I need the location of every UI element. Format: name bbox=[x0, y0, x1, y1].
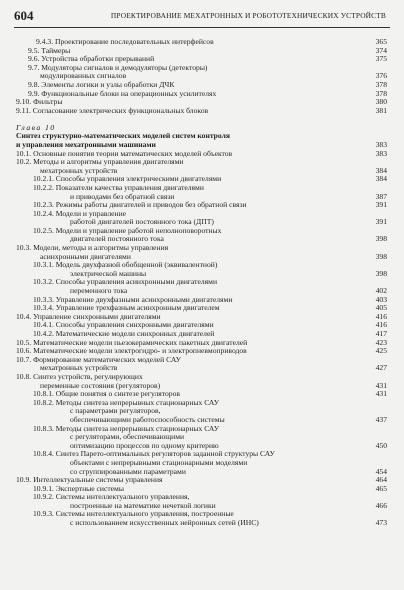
toc-entry bbox=[16, 261, 387, 270]
toc-entry-title: 10.1. Основные понятия теории математических моделей объектов bbox=[16, 149, 233, 158]
toc-entry-title: 10.3.1. Модель двухфазной обобщенной (эквивалентной) bbox=[33, 261, 218, 270]
toc-entry-page: 375 bbox=[375, 54, 387, 64]
toc-entry-title: 10.2. Методы и алгоритмы управления двигателями bbox=[16, 158, 184, 167]
toc-entry bbox=[16, 485, 387, 494]
toc-entry-page: 466 bbox=[375, 500, 387, 510]
toc-entry-title: и приводами без обратной связи bbox=[70, 192, 175, 201]
toc-entry-page: 450 bbox=[375, 440, 387, 450]
toc-entry bbox=[16, 519, 387, 528]
toc-entry bbox=[16, 373, 387, 382]
toc-entry bbox=[16, 502, 387, 511]
toc-entry-title: 9.6. Устройства обработки прерываний bbox=[28, 55, 155, 64]
toc-entry-page: 383 bbox=[375, 139, 387, 149]
toc-entry-title: 9.10. Фильтры bbox=[16, 98, 63, 107]
toc-entry bbox=[16, 47, 387, 56]
toc-entry-title: 10.3. Модели, методы и алгоритмы управления bbox=[16, 244, 169, 253]
toc-entry-title: 10.4. Управление синхронными двигателями bbox=[16, 312, 161, 321]
toc-entry bbox=[16, 510, 387, 519]
toc-entry-title: переменного тока bbox=[70, 287, 128, 296]
toc-entry-title: мехатронных устройств bbox=[40, 364, 118, 373]
toc-entry-page: 416 bbox=[375, 311, 387, 321]
toc-entry bbox=[16, 64, 387, 73]
toc-entry-title: асинхронными двигателями bbox=[40, 252, 131, 261]
toc-entry-title: 9.5. Таймеры bbox=[28, 46, 71, 55]
toc-entry bbox=[16, 253, 387, 262]
toc-entry-title: со сгруппированными параметрами bbox=[70, 467, 186, 476]
toc-entry-title: двигателей постоянного тока bbox=[70, 235, 164, 244]
toc-entry bbox=[16, 321, 387, 330]
toc-entry bbox=[16, 390, 387, 399]
toc-entry-title: 10.3.3. Управление двухфазными асинхронными двигателями bbox=[33, 295, 233, 304]
toc-entry-title: работой двигателей постоянного тока (ДПТ) bbox=[70, 218, 214, 227]
toc-entry bbox=[16, 132, 387, 141]
toc-entry-title: построенные на математике нечеткой логики bbox=[70, 501, 216, 510]
toc-entry-title: модулированных сигналов bbox=[40, 72, 127, 81]
toc-entry bbox=[16, 210, 387, 219]
toc-entry-title: 10.3.2. Способы управления асинхронными двигателями bbox=[33, 278, 218, 287]
toc-entry-title: 10.7. Формирование математических моделей САУ bbox=[16, 355, 182, 364]
toc-entry bbox=[16, 81, 387, 90]
toc-entry bbox=[16, 476, 387, 485]
table-of-contents bbox=[16, 38, 387, 528]
running-title: ПРОЕКТИРОВАНИЕ МЕХАТРОННЫХ И РОБОТОТЕХНИЧЕСКИХ УСТРОЙСТВ bbox=[110, 11, 386, 20]
toc-entry bbox=[16, 270, 387, 279]
toc-entry bbox=[16, 425, 387, 434]
toc-entry-title: 10.9.2. Системы интеллектуального управления, bbox=[33, 493, 190, 502]
toc-entry bbox=[16, 244, 387, 253]
toc-entry-page: 473 bbox=[375, 518, 387, 528]
toc-entry-title: 10.2.1. Способы управления электрическими двигателями bbox=[33, 175, 222, 184]
toc-entry bbox=[16, 184, 387, 193]
toc-entry-title: 10.9.3. Системы интеллектуального управления, построенные bbox=[33, 510, 234, 519]
toc-entry-title: 10.4.1. Способы управления синхронными двигателями bbox=[33, 321, 214, 330]
toc-entry bbox=[16, 407, 387, 416]
toc-entry-page: 381 bbox=[375, 105, 387, 115]
toc-entry bbox=[16, 235, 387, 244]
toc-entry-title: 10.2.4. Модели и управление bbox=[33, 209, 127, 218]
toc-entry-title: Синтез структурно-математических моделей систем контроля bbox=[16, 132, 230, 141]
toc-entry-page: 365 bbox=[375, 37, 387, 46]
toc-entry-page: 464 bbox=[375, 475, 387, 485]
toc-entry bbox=[16, 364, 387, 373]
toc-entry bbox=[16, 347, 387, 356]
toc-entry-page: 380 bbox=[375, 97, 387, 107]
toc-entry-title: 10.2.5. Модели и управление работой неполноповоротных bbox=[33, 226, 222, 235]
toc-entry-page: 431 bbox=[375, 389, 387, 399]
toc-entry-title: 10.4.2. Математические модели синхронных двигателей bbox=[33, 330, 215, 338]
toc-entry bbox=[16, 468, 387, 477]
toc-entry-page: 391 bbox=[375, 217, 387, 227]
toc-entry bbox=[16, 218, 387, 227]
toc-entry-title: 10.3.4. Управление трехфазным асинхронным двигателем bbox=[33, 304, 220, 313]
toc-entry-title: 9.8. Элементы логики и узлы обработки ДЧК bbox=[28, 80, 175, 89]
toc-entry-page: 402 bbox=[375, 286, 387, 296]
toc-entry-title: 10.5. Математические модели пьезокерамических пакетных двигателей bbox=[16, 338, 248, 347]
toc-entry-title: 9.4.3. Проектирование последовательных интерфейсов bbox=[36, 38, 214, 46]
toc-entry bbox=[16, 107, 387, 116]
toc-entry bbox=[16, 150, 387, 159]
toc-entry-page: 398 bbox=[375, 234, 387, 244]
toc-entry-page: 384 bbox=[375, 174, 387, 184]
toc-entry-title: 10.8.3. Методы синтеза непрерывных стационарных САУ bbox=[33, 424, 220, 433]
toc-entry-title: переменные состояния (регуляторов) bbox=[40, 381, 161, 390]
toc-entry-title: 10.8.2. Методы синтеза непрерывных стационарных САУ bbox=[33, 398, 220, 407]
toc-entry-title: 10.9.1. Экспертные системы bbox=[33, 484, 124, 493]
toc-entry-title: электрической машины bbox=[70, 269, 147, 278]
toc-entry bbox=[16, 55, 387, 64]
toc-entry bbox=[16, 459, 387, 468]
toc-entry bbox=[16, 296, 387, 305]
toc-entry-page: 423 bbox=[375, 337, 387, 347]
toc-entry bbox=[16, 450, 387, 459]
toc-entry-title: 10.9. Интеллектуальные системы управления bbox=[16, 476, 163, 485]
toc-entry bbox=[16, 72, 387, 81]
toc-entry bbox=[16, 442, 387, 451]
toc-entry bbox=[16, 227, 387, 236]
toc-entry bbox=[16, 382, 387, 391]
toc-entry-page: 378 bbox=[375, 88, 387, 98]
toc-entry bbox=[16, 287, 387, 296]
toc-entry-page: 416 bbox=[375, 320, 387, 330]
toc-entry-page: 403 bbox=[375, 294, 387, 304]
toc-entry-title: 10.8.4. Синтез Парето-оптимальных регуляторов заданной структуры САУ bbox=[33, 450, 275, 459]
toc-entry-title: 9.11. Согласование электрических функциональных блоков bbox=[16, 106, 209, 115]
header-rule bbox=[14, 27, 390, 28]
toc-entry-page: 374 bbox=[375, 45, 387, 55]
toc-entry bbox=[16, 141, 387, 150]
toc-entry bbox=[16, 193, 387, 202]
toc-entry bbox=[16, 98, 387, 107]
toc-entry bbox=[16, 158, 387, 167]
toc-entry-page: 437 bbox=[375, 414, 387, 424]
toc-entry-page: 417 bbox=[375, 329, 387, 338]
toc-entry bbox=[16, 90, 387, 99]
toc-entry-title: 9.7. Модуляторы сигналов и демодуляторы (детекторы) bbox=[28, 63, 208, 72]
toc-entry-title: с регуляторами, обеспечивающими bbox=[70, 433, 185, 442]
toc-entry-title: 10.8.1. Общие понятия о синтезе регуляторов bbox=[33, 390, 180, 399]
toc-entry-page: 454 bbox=[375, 466, 387, 476]
toc-entry-title: 10.6. Математические модели электрогидро- и электропневмоприводов bbox=[16, 347, 247, 356]
page-header bbox=[14, 8, 390, 26]
toc-entry bbox=[16, 313, 387, 322]
toc-entry bbox=[16, 416, 387, 425]
toc-entry-page: 425 bbox=[375, 346, 387, 356]
toc-entry-title: с использованием искусственных нейронных сетей (ИНС) bbox=[70, 519, 259, 528]
toc-entry bbox=[16, 201, 387, 210]
toc-entry-title: обеспечивающими работоспособность системы bbox=[70, 415, 225, 424]
toc-entry-title: 9.9. Функциональные блоки на операционных усилителях bbox=[28, 89, 217, 98]
toc-entry-page: 376 bbox=[375, 71, 387, 81]
toc-entry-page: 465 bbox=[375, 483, 387, 493]
toc-entry bbox=[16, 493, 387, 502]
toc-entry-page: 387 bbox=[375, 191, 387, 201]
toc-entry bbox=[16, 175, 387, 184]
toc-entry bbox=[16, 339, 387, 348]
toc-entry-page: 398 bbox=[375, 268, 387, 278]
toc-entry-page: 378 bbox=[375, 79, 387, 89]
toc-entry-title: с параметрами регуляторов, bbox=[70, 407, 161, 416]
toc-entry bbox=[16, 38, 387, 47]
toc-entry-page: 384 bbox=[375, 165, 387, 175]
toc-entry bbox=[16, 278, 387, 287]
toc-entry-page: 383 bbox=[375, 148, 387, 158]
toc-entry bbox=[16, 330, 387, 339]
toc-entry bbox=[16, 399, 387, 408]
toc-entry bbox=[16, 304, 387, 313]
chapter-label: Глава 10 bbox=[16, 123, 56, 133]
toc-entry-title: 10.2.2. Показатели качества управления двигателями bbox=[33, 183, 204, 192]
toc-entry-page: 398 bbox=[375, 251, 387, 261]
toc-entry-page: 405 bbox=[375, 303, 387, 313]
toc-entry bbox=[16, 356, 387, 365]
toc-entry-title: и управления мехатронными машинами bbox=[16, 140, 156, 149]
toc-entry bbox=[16, 433, 387, 442]
toc-entry-title: объектами с непрерывными стационарными моделями bbox=[70, 458, 248, 467]
toc-entry-title: 10.8. Синтез устройств, регулирующих bbox=[16, 372, 143, 381]
toc-entry-page: 427 bbox=[375, 363, 387, 373]
toc-entry-page: 431 bbox=[375, 380, 387, 390]
toc-entry bbox=[16, 167, 387, 176]
toc-entry-page: 391 bbox=[375, 200, 387, 210]
page-number: 604 bbox=[14, 8, 34, 23]
toc-entry-title: мехатронных устройств bbox=[40, 166, 118, 175]
toc-entry-title: 10.2.3. Режимы работы двигателей и приводов без обратной связи bbox=[33, 201, 247, 210]
toc-entry-title: оптимизацию процессов по одному критерию bbox=[70, 441, 219, 450]
